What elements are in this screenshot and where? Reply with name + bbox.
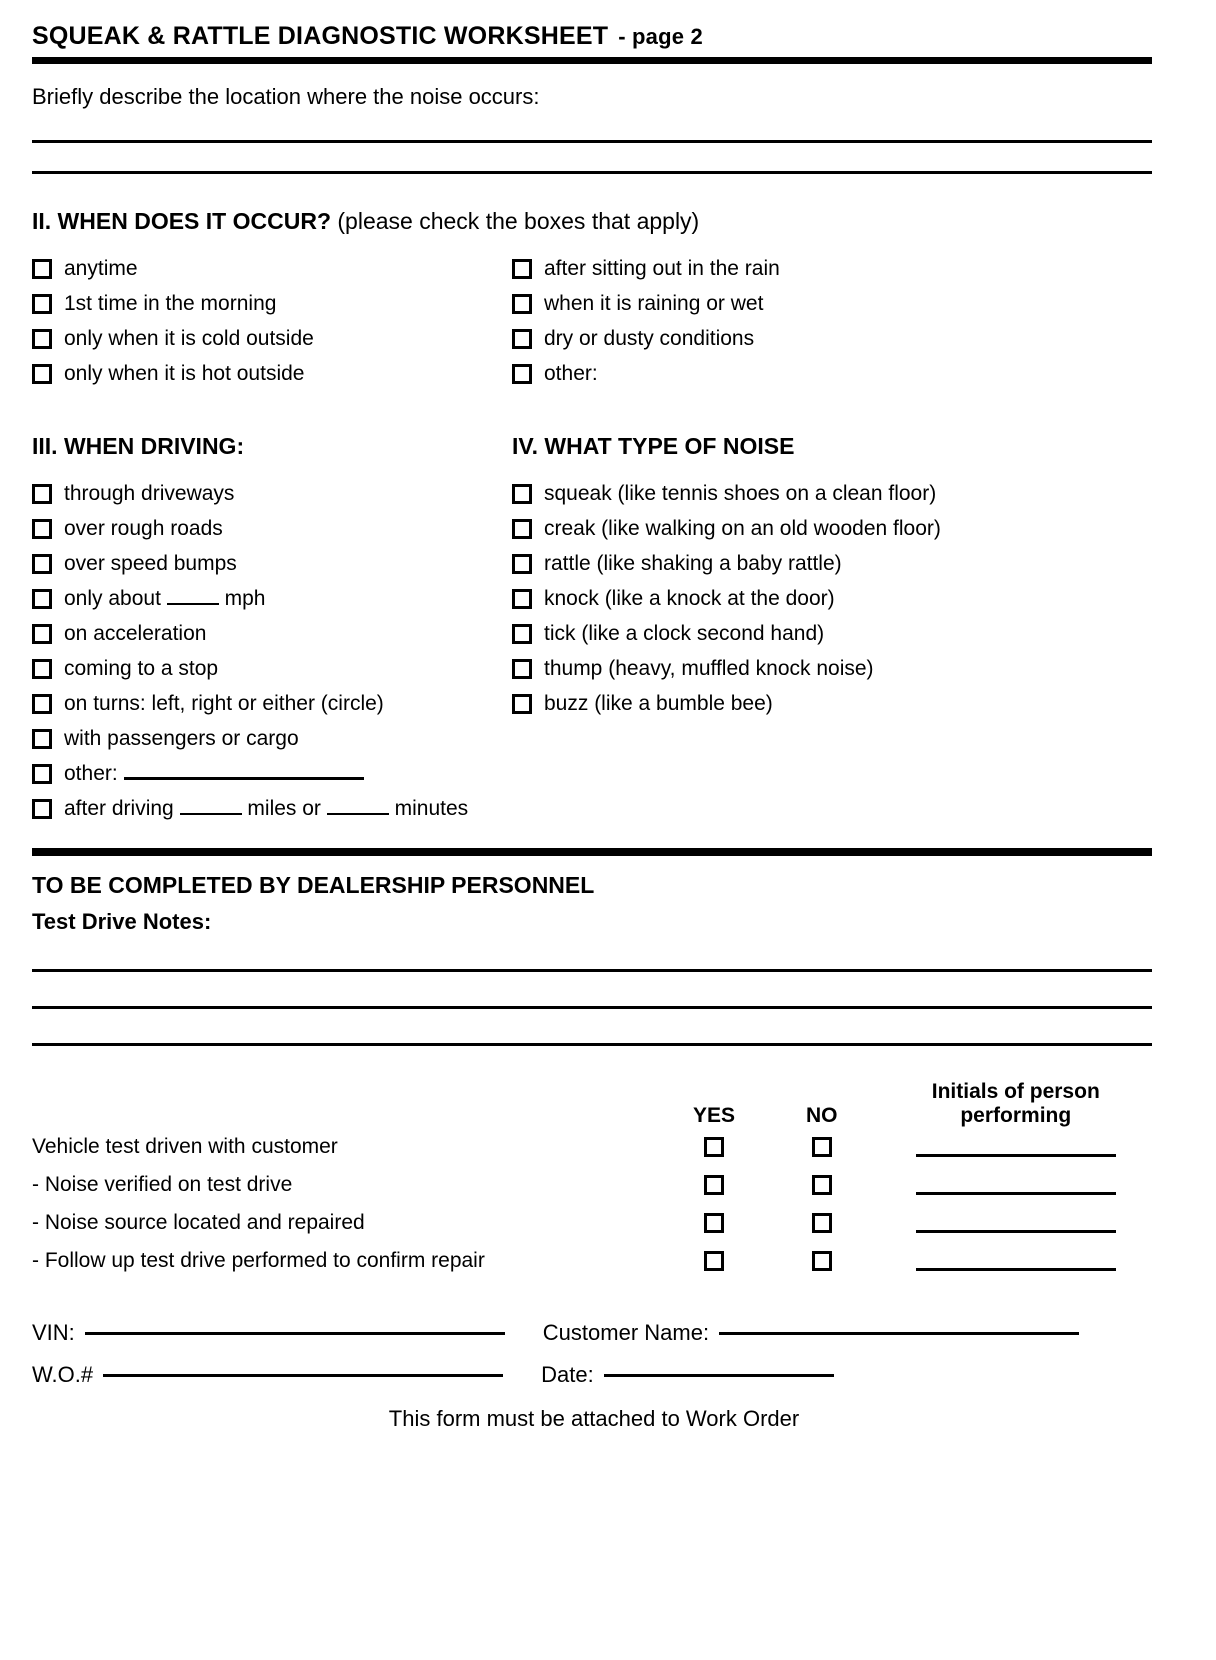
yes-cell[interactable] xyxy=(660,1242,768,1280)
work-order-label: W.O.# xyxy=(32,1362,94,1387)
vin-input-line[interactable] xyxy=(85,1332,505,1335)
checkbox[interactable] xyxy=(512,259,532,279)
other-write-line[interactable] xyxy=(124,777,364,780)
checkbox-label: anytime xyxy=(64,257,138,280)
checkbox[interactable] xyxy=(812,1251,832,1271)
checkbox[interactable] xyxy=(704,1251,724,1271)
mph-write-line[interactable] xyxy=(167,603,219,605)
table-row-label: - Follow up test drive performed to confirm repair xyxy=(32,1249,485,1272)
location-write-line-1[interactable] xyxy=(32,140,1152,143)
checkbox-row[interactable] xyxy=(512,657,1156,681)
location-write-line-2[interactable] xyxy=(32,171,1152,174)
checkbox[interactable] xyxy=(812,1137,832,1157)
checkbox-label: over speed bumps xyxy=(64,552,237,575)
checkbox-row[interactable] xyxy=(512,292,1156,316)
table-row-label: - Noise verified on test drive xyxy=(32,1173,293,1196)
section-ii-columns xyxy=(28,257,1156,397)
section-ii-heading-bold: II. WHEN DOES IT OCCUR? xyxy=(32,208,331,234)
checkbox-label: on acceleration xyxy=(64,622,207,645)
customer-name-label: Customer Name: xyxy=(542,1320,710,1345)
table-row xyxy=(32,1204,1156,1242)
checkbox[interactable] xyxy=(512,659,532,679)
checkbox-row[interactable] xyxy=(32,257,512,281)
checkbox-row[interactable] xyxy=(32,552,512,576)
checkbox[interactable] xyxy=(512,519,532,539)
column-header-initials xyxy=(876,1080,1156,1128)
section-iii-list xyxy=(28,482,512,832)
checkbox[interactable] xyxy=(32,764,52,784)
checkbox-label: only when it is hot outside xyxy=(64,362,305,385)
checkbox-label: over rough roads xyxy=(64,517,223,540)
checkbox-label: rattle (like shaking a baby rattle) xyxy=(544,552,842,575)
table-row xyxy=(32,1128,1156,1166)
checkbox[interactable] xyxy=(32,624,52,644)
checkbox-label: other: xyxy=(544,362,598,385)
checkbox-label: on turns: left, right or either (circle) xyxy=(64,692,384,715)
location-prompt: Briefly describe the location where the noise occurs: xyxy=(32,84,540,109)
mph-prefix-label: only about xyxy=(64,587,161,610)
checkbox[interactable] xyxy=(512,554,532,574)
checkbox-label: knock (like a knock at the door) xyxy=(544,587,835,610)
checkbox-row[interactable] xyxy=(32,517,512,541)
test-drive-notes-line-1[interactable] xyxy=(32,969,1152,972)
checkbox[interactable] xyxy=(32,554,52,574)
initials-write-line[interactable] xyxy=(916,1154,1116,1157)
section-iii-iv-columns xyxy=(28,482,1156,832)
test-drive-notes-label: Test Drive Notes: xyxy=(32,909,212,934)
work-order-input-line[interactable] xyxy=(103,1374,503,1377)
checkbox[interactable] xyxy=(32,484,52,504)
checkbox-label: buzz (like a bumble bee) xyxy=(544,692,773,715)
checkbox[interactable] xyxy=(704,1213,724,1233)
checkbox-label: thump (heavy, muffled knock noise) xyxy=(544,657,874,680)
mph-suffix-label: mph xyxy=(224,587,266,610)
column-header-initials-line2: performing xyxy=(960,1104,1072,1127)
checkbox-row[interactable] xyxy=(512,257,1156,281)
initials-cell[interactable] xyxy=(876,1204,1156,1242)
section-iii-iv-headings xyxy=(28,433,1156,460)
checkbox[interactable] xyxy=(32,799,52,819)
initials-cell[interactable] xyxy=(876,1128,1156,1166)
checkbox-row[interactable] xyxy=(32,622,512,646)
checkbox[interactable] xyxy=(32,364,52,384)
checkbox[interactable] xyxy=(512,694,532,714)
no-cell[interactable] xyxy=(768,1128,876,1166)
checkbox-row-other[interactable] xyxy=(32,762,512,786)
checkbox[interactable] xyxy=(32,729,52,749)
section-ii-left-column xyxy=(28,257,512,397)
checkbox[interactable] xyxy=(512,589,532,609)
wo-row xyxy=(32,1362,1156,1388)
test-drive-notes-line-3[interactable] xyxy=(32,1043,1152,1046)
section-ii-heading-note: (please check the boxes that apply) xyxy=(337,208,700,234)
yes-cell[interactable] xyxy=(660,1166,768,1204)
checkbox-row[interactable] xyxy=(32,692,512,716)
checkbox[interactable] xyxy=(512,624,532,644)
verification-table-wrap xyxy=(28,1080,1156,1280)
checkbox-label xyxy=(64,797,468,821)
checkbox-label: coming to a stop xyxy=(64,657,219,680)
checkbox[interactable] xyxy=(32,589,52,609)
section-iv-heading: IV. WHAT TYPE OF NOISE xyxy=(512,433,795,459)
checkbox-row[interactable] xyxy=(512,587,1156,611)
table-header-spacer xyxy=(32,1080,660,1128)
checkbox[interactable] xyxy=(704,1175,724,1195)
vin-row xyxy=(32,1320,1156,1346)
checkbox-label: after sitting out in the rain xyxy=(544,257,780,280)
column-header-initials-line1: Initials of person xyxy=(931,1080,1100,1103)
checkbox-row[interactable] xyxy=(512,327,1156,351)
checkbox-row[interactable] xyxy=(512,552,1156,576)
checkbox-row[interactable] xyxy=(512,482,1156,506)
checkbox[interactable] xyxy=(32,259,52,279)
after-driving-suffix-label: minutes xyxy=(394,797,469,820)
section-iii-heading: III. WHEN DRIVING: xyxy=(32,433,245,459)
checkbox[interactable] xyxy=(32,519,52,539)
checkbox[interactable] xyxy=(32,694,52,714)
after-driving-mid-label: miles or xyxy=(247,797,321,820)
page-number-label: - page 2 xyxy=(618,24,703,49)
dealership-section-divider xyxy=(32,848,1152,856)
no-cell[interactable] xyxy=(768,1166,876,1204)
checkbox[interactable] xyxy=(812,1213,832,1233)
date-label: Date: xyxy=(541,1362,594,1387)
date-input-line[interactable] xyxy=(604,1374,834,1377)
checkbox-label: when it is raining or wet xyxy=(544,292,764,315)
footer-fields xyxy=(28,1320,1156,1432)
checkbox-label: through driveways xyxy=(64,482,235,505)
attach-note: This form must be attached to Work Order xyxy=(388,1406,800,1431)
checkbox-row[interactable] xyxy=(32,727,512,751)
page-title-main: SQUEAK & RATTLE DIAGNOSTIC WORKSHEET xyxy=(32,22,609,50)
checkbox-label: dry or dusty conditions xyxy=(544,327,755,350)
checkbox-label xyxy=(64,762,364,786)
initials-cell[interactable] xyxy=(876,1166,1156,1204)
checkbox-label: squeak (like tennis shoes on a clean floor) xyxy=(544,482,937,505)
checkbox-row-after-driving[interactable] xyxy=(32,797,512,821)
checkbox-row[interactable] xyxy=(512,517,1156,541)
customer-name-input-line[interactable] xyxy=(719,1332,1079,1335)
checkbox[interactable] xyxy=(512,484,532,504)
verification-table xyxy=(32,1080,1156,1280)
yes-cell[interactable] xyxy=(660,1128,768,1166)
miles-write-line[interactable] xyxy=(180,813,242,815)
checkbox-label xyxy=(64,587,265,611)
initials-write-line[interactable] xyxy=(916,1268,1116,1271)
checkbox[interactable] xyxy=(32,329,52,349)
header-divider xyxy=(32,57,1152,64)
no-cell[interactable] xyxy=(768,1204,876,1242)
checkbox-label: only when it is cold outside xyxy=(64,327,314,350)
column-header-no: NO xyxy=(805,1104,838,1127)
yes-cell[interactable] xyxy=(660,1204,768,1242)
initials-write-line[interactable] xyxy=(916,1192,1116,1195)
table-header-row xyxy=(32,1080,1156,1128)
checkbox[interactable] xyxy=(704,1137,724,1157)
checkbox-row[interactable] xyxy=(32,327,512,351)
checkbox-row[interactable] xyxy=(32,482,512,506)
dealership-section-title: TO BE COMPLETED BY DEALERSHIP PERSONNEL xyxy=(32,872,595,898)
table-row xyxy=(32,1166,1156,1204)
section-ii-heading xyxy=(32,208,1156,235)
checkbox-row-mph[interactable] xyxy=(32,587,512,611)
checkbox[interactable] xyxy=(512,329,532,349)
initials-cell[interactable] xyxy=(876,1242,1156,1280)
checkbox-row[interactable] xyxy=(32,362,512,386)
checkbox[interactable] xyxy=(512,364,532,384)
checkbox[interactable] xyxy=(32,294,52,314)
vin-label: VIN: xyxy=(32,1320,75,1345)
other-label: other: xyxy=(64,762,118,785)
checkbox-label: creak (like walking on an old wooden floor) xyxy=(544,517,941,540)
initials-write-line[interactable] xyxy=(916,1230,1116,1233)
checkbox[interactable] xyxy=(512,294,532,314)
after-driving-prefix-label: after driving xyxy=(64,797,174,820)
table-row-label: - Noise source located and repaired xyxy=(32,1211,365,1234)
page-title xyxy=(28,22,1156,51)
checkbox-row[interactable] xyxy=(512,622,1156,646)
test-drive-notes-line-2[interactable] xyxy=(32,1006,1152,1009)
checkbox-row[interactable] xyxy=(512,692,1156,716)
checkbox[interactable] xyxy=(32,659,52,679)
checkbox-row[interactable] xyxy=(32,292,512,316)
table-row xyxy=(32,1242,1156,1280)
section-iv-list xyxy=(512,482,1156,832)
no-cell[interactable] xyxy=(768,1242,876,1280)
checkbox-label: with passengers or cargo xyxy=(64,727,299,750)
checkbox-label: tick (like a clock second hand) xyxy=(544,622,825,645)
minutes-write-line[interactable] xyxy=(327,813,389,815)
checkbox-row[interactable] xyxy=(512,362,1156,386)
checkbox[interactable] xyxy=(812,1175,832,1195)
section-ii-right-column xyxy=(512,257,1156,397)
checkbox-row[interactable] xyxy=(32,657,512,681)
column-header-yes: YES xyxy=(693,1104,736,1127)
table-row-label: Vehicle test driven with customer xyxy=(32,1135,338,1158)
checkbox-label: 1st time in the morning xyxy=(64,292,277,315)
